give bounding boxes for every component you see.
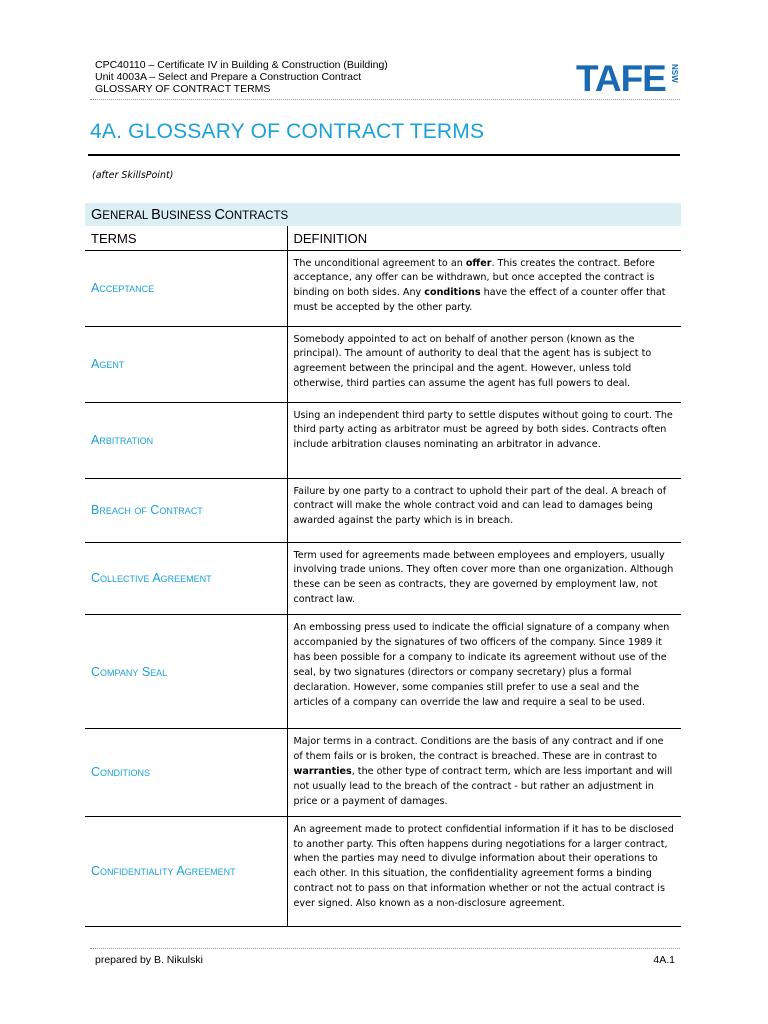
tafe-nsw-logo — [576, 60, 680, 94]
section-heading — [85, 203, 681, 226]
glossary-definition — [287, 326, 681, 402]
definition-text: An agreement made to protect confidential information if it has to be disclosed to another party. This often happens during negotiations for a larger contract, when the parties may need to divulge information about their operations to each other. In this situation, the confidentiality agreement forms a binding contract not to pass on that information whether or not the actual contract is ever signed. Also known as a non-disclosure agreement. — [293, 823, 674, 910]
definition-text: . This creates the contract. Before acceptance, any offer can be withdrawn, but once accepted the contract is binding on both sides. Any — [293, 257, 655, 299]
page-title: 4A. GLOSSARY OF CONTRACT TERMS — [90, 120, 485, 143]
definition-text: Somebody appointed to act on behalf of another person (known as the principal). The amount of authority to deal that the agent has is subject to agreement between the principal and the agent. However, unless told otherwise, third parties can assume the agent has full powers to deal. — [293, 333, 652, 390]
section-heading-c: C — [214, 207, 225, 223]
table-row — [85, 816, 681, 926]
glossary-term: Breach of Contract — [85, 478, 287, 542]
table-row — [85, 326, 681, 402]
definition-bold-term: offer — [465, 257, 492, 269]
glossary-term: Company Seal — [85, 615, 287, 729]
section-heading-b: B — [151, 207, 161, 223]
definition-text: Term used for agreements made between employees and employers, usually involving trade unions. They often cover more than one organization. Although these can be seen as contracts, they are governed by employment law, not contract law. — [293, 549, 674, 606]
definition-bold-term: warranties — [293, 765, 352, 777]
section-heading-g: G — [91, 207, 103, 223]
title-underline — [88, 154, 680, 156]
section-heading-b-rest: USINESS — [160, 210, 215, 222]
definition-text: Major terms in a contract. Conditions are the basis of any contract and if one of them fails or is broken, the contract is breached. These are in contrast to — [293, 736, 664, 763]
glossary-definition — [287, 615, 681, 729]
glossary-body — [85, 250, 681, 926]
section-heading-c-rest: ONTRACTS — [224, 210, 289, 222]
definition-text: , the other type of contract term, which are less important and will not usually lead to the breach of the contract - but rather an adjustment in price or a payment of damages. — [293, 765, 673, 807]
header-course: CPC40110 – Certificate IV in Building & Construction (Building) — [95, 59, 388, 71]
table-row — [85, 615, 681, 729]
footer-author: prepared by B. Nikulski — [95, 954, 203, 966]
definition-text: The unconditional agreement to an — [293, 257, 466, 269]
definition-bold-term: conditions — [424, 287, 481, 299]
table-row — [85, 478, 681, 542]
glossary-term: Conditions — [85, 729, 287, 817]
column-header-terms: TERMS — [85, 226, 287, 250]
glossary-definition — [287, 478, 681, 542]
page-number: 4A.1 — [653, 954, 675, 966]
glossary-term: Acceptance — [85, 250, 287, 326]
glossary-term: Agent — [85, 326, 287, 402]
glossary-definition — [287, 542, 681, 615]
logo-text: TAFE — [576, 60, 666, 94]
definition-text: Failure by one party to a contract to uphold their part of the deal. A breach of contract will make the whole contract void and can lead to damages being awarded against the party which is in breach. — [293, 485, 667, 527]
glossary-term: Arbitration — [85, 402, 287, 478]
glossary-definition — [287, 729, 681, 817]
section-heading-g-rest: ENERAL — [102, 210, 152, 222]
table-row — [85, 729, 681, 817]
definition-text: An embossing press used to indicate the official signature of a company when accompanied by the signatures of two officers of the company. Since 1989 it has been possible for a company to indicate its agreement without use of the seal, by two signatures (directors or company secretary) plus a formal declaration. However, some companies still prefer to use a seal and the articles of a company can override the law and require a seal to be used. — [293, 622, 670, 708]
glossary-definition — [287, 250, 681, 326]
table-header-row — [85, 226, 681, 250]
logo-subtext: NSW — [670, 64, 679, 83]
glossary-table — [85, 226, 681, 927]
column-header-definition: DEFINITION — [287, 226, 681, 250]
header-doc-title: GLOSSARY OF CONTRACT TERMS — [95, 83, 271, 95]
glossary-definition — [287, 816, 681, 926]
definition-text: Using an independent third party to settle disputes without going to court. The third party acting as arbitrator must be agreed by both sides. Contracts often include arbitration clauses nominating an arbitrator in advance. — [293, 409, 673, 451]
table-row — [85, 542, 681, 615]
table-row — [85, 250, 681, 326]
footer-divider — [90, 948, 680, 949]
glossary-term: Collective Agreement — [85, 542, 287, 615]
page-subtitle: (after SkillsPoint) — [92, 170, 174, 181]
glossary-definition — [287, 402, 681, 478]
header-unit: Unit 4003A – Select and Prepare a Construction Contract — [95, 71, 362, 83]
glossary-term: Confidentiality Agreement — [85, 816, 287, 926]
definition-text: have the effect of a counter offer that must be accepted by the other party. — [293, 287, 666, 314]
table-row — [85, 402, 681, 478]
header-divider — [90, 99, 680, 100]
